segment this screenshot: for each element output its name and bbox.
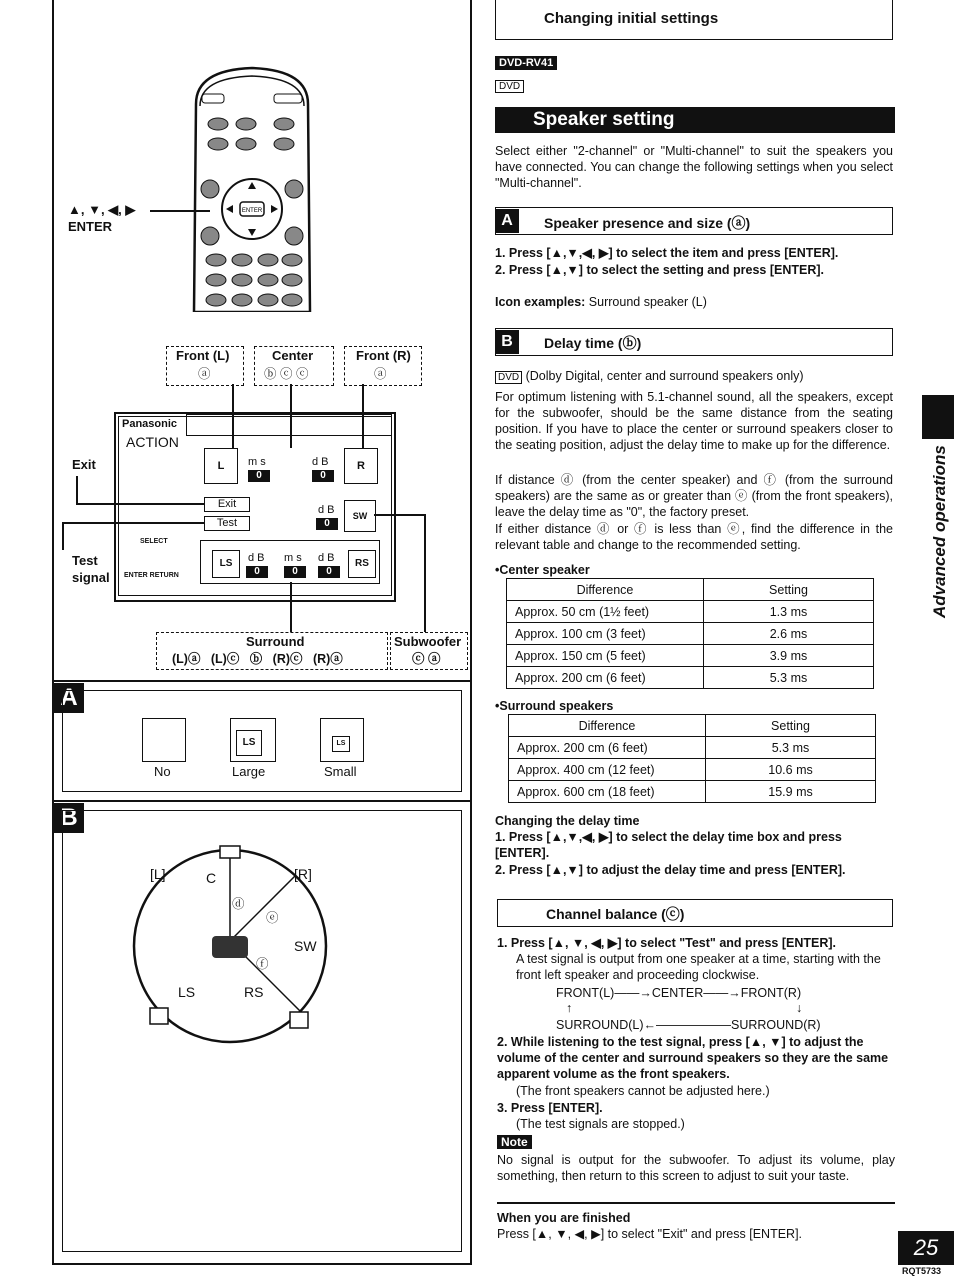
- sec-a-tag: A: [495, 209, 519, 233]
- icon-small-ls-label: LS: [336, 740, 346, 747]
- left-panel-ab-divider: [52, 680, 472, 682]
- room-rs-label: RS: [244, 984, 264, 1000]
- table-cell: Approx. 600 cm (18 feet): [509, 781, 706, 803]
- remote-control: [188, 64, 316, 312]
- surround-header-setting: Setting: [706, 715, 876, 737]
- sec-c-flow-arrows: ↑ ↓: [566, 1001, 803, 1015]
- icon-small-label: Small: [324, 764, 357, 779]
- callout-test: Test: [72, 553, 98, 568]
- remote-arrows-label: ▲, ▼, ◀, ▶: [68, 202, 136, 217]
- osd-speaker-sw: [344, 500, 376, 532]
- note-text: No signal is output for the subwoofer. To adjust its volume, play something, then return to this screen to adjust to suit your taste.: [497, 1153, 895, 1183]
- center-table-title: •Center speaker: [495, 563, 590, 577]
- osd-test-label: Test: [216, 517, 238, 529]
- icon-large-ls: [236, 730, 262, 756]
- subwoofer-codes: ⓒ ⓐ: [412, 652, 441, 666]
- callout-test-hline: [62, 522, 204, 524]
- table-cell: 10.6 ms: [706, 759, 876, 781]
- center-table: [506, 578, 874, 689]
- surround-codes: (L)ⓐ (L)ⓒ ⓑ (R)ⓒ (R)ⓐ: [172, 652, 343, 666]
- table-cell: 1.3 ms: [704, 601, 874, 623]
- table-row: [509, 737, 876, 759]
- delay-change-step-1: 1. Press [▲,▼,◀, ▶] to select the delay time box and press [ENTER].: [495, 830, 842, 860]
- osd-center-ms-value: 0: [248, 470, 270, 482]
- page-number: 25: [898, 1231, 954, 1265]
- sec-b-title: Delay time (ⓑ): [544, 335, 642, 351]
- icon-large-ls-label: LS: [242, 737, 256, 748]
- osd-exit-label: Exit: [217, 498, 237, 510]
- osd-ls-label: LS: [219, 558, 233, 569]
- table-row: [509, 781, 876, 803]
- subwoofer-label: Subwoofer: [394, 634, 462, 649]
- sec-c-step-1-text: A test signal is output from one speaker at a time, starting with the front left speaker and proceeding clockwise.: [516, 952, 881, 982]
- room-ls-label: LS: [178, 984, 196, 1000]
- osd-enter-return-label: ENTER RETURN: [124, 572, 179, 579]
- osd-brand: Panasonic: [122, 418, 178, 430]
- sec-c-step-1: 1. Press [▲, ▼, ◀, ▶] to select "Test" and press [ENTER].: [497, 936, 837, 950]
- svg-text:ENTER: ENTER: [241, 208, 263, 214]
- osd-surround-value-3: 0: [318, 566, 340, 578]
- sec-c-step-2: 2. While listening to the test signal, press [▲, ▼] to adjust the volume of the center and surround speakers so they are the same apparent volume as the front speakers.: [497, 1035, 889, 1081]
- icon-examples: [495, 294, 707, 310]
- icon-large-label: Large: [232, 764, 266, 779]
- note-label: Note: [497, 1135, 532, 1149]
- sec-c-step-2-text: (The front speakers cannot be adjusted here.): [516, 1084, 770, 1098]
- front-right-code: ⓐ: [374, 367, 387, 381]
- delay-change-step-2: 2. Press [▲,▼] to adjust the delay time and press [ENTER].: [495, 863, 846, 877]
- callout-signal: signal: [72, 570, 110, 585]
- osd-speaker-rs: [348, 550, 376, 578]
- osd-surround-value-1: 0: [246, 566, 268, 578]
- finished-text: Press [▲, ▼, ◀, ▶] to select "Exit" and press [ENTER].: [497, 1227, 803, 1241]
- osd-center-db: d B: [312, 456, 329, 468]
- table-cell: Approx. 400 cm (12 feet): [509, 759, 706, 781]
- sec-c-step-3-text: (The test signals are stopped.): [516, 1117, 685, 1131]
- table-cell: 3.9 ms: [704, 645, 874, 667]
- side-tab-block: [922, 395, 954, 439]
- room-d-label: ⓓ: [232, 897, 245, 911]
- delay-change-title: Changing the delay time: [495, 814, 640, 828]
- center-header-diff: Difference: [507, 579, 704, 601]
- osd-sw-label: SW: [352, 511, 368, 521]
- osd-r-label: R: [357, 460, 365, 472]
- callout-exit: Exit: [72, 457, 96, 472]
- center-header-setting: Setting: [704, 579, 874, 601]
- osd-center-ms: m s: [248, 456, 266, 468]
- osd-speaker-l: [204, 448, 238, 484]
- osd-subwoofer-db-value: 0: [316, 518, 338, 530]
- callout-exit-hline: [76, 503, 204, 505]
- sec-b-p2: If distance ⓓ (from the center speaker) and ⓕ (from the surround speakers) are the same as or greater than ⓔ (from the front speakers), leave the delay time as "0", the factory preset.: [495, 473, 893, 519]
- subwoofer-h-connector: [374, 514, 424, 516]
- sec-b-dvd-note: (Dolby Digital, center and surround speakers only): [522, 369, 804, 383]
- panel-b-tag: B: [54, 803, 84, 833]
- table-cell: Approx. 200 cm (6 feet): [509, 737, 706, 759]
- surround-table: [508, 714, 876, 803]
- table-cell: 15.9 ms: [706, 781, 876, 803]
- sec-c-flow-top: FRONT(L)——→CENTER——→FRONT(R): [556, 986, 802, 1000]
- model-badge: DVD-RV41: [495, 56, 557, 70]
- remote-enter-label: ENTER: [68, 219, 113, 234]
- osd-surround-db-r: d B: [318, 552, 335, 564]
- sec-b-p3: If either distance ⓓ or ⓕ is less than ⓔ, find the difference in the relevant table and change to the recommended setting.: [495, 522, 893, 552]
- doc-code: RQT5733: [902, 1266, 942, 1276]
- sec-b-dvd-badge: DVD: [495, 371, 522, 384]
- osd-test-button[interactable]: [204, 516, 250, 531]
- osd-rs-label: RS: [355, 558, 369, 569]
- table-row: [509, 759, 876, 781]
- surround-connector: [290, 582, 292, 632]
- icon-no-speaker: [142, 718, 186, 762]
- osd-surround-ms: m s: [284, 552, 302, 564]
- center-codes: ⓑ ⓒ ⓒ: [264, 367, 309, 381]
- remote-callout-line: [150, 210, 210, 212]
- dvd-badge: DVD: [495, 80, 524, 93]
- left-frame-line: [52, 0, 54, 1265]
- sec-a-step-2: 2. Press [▲,▼] to select the setting and press [ENTER].: [495, 263, 824, 277]
- sec-b-tag: B: [495, 330, 519, 354]
- finished-title: When you are finished: [497, 1211, 631, 1225]
- table-cell: Approx. 100 cm (3 feet): [507, 623, 704, 645]
- sec-b-dvd-line: [495, 368, 804, 386]
- table-cell: 2.6 ms: [704, 623, 874, 645]
- table-cell: 5.3 ms: [704, 667, 874, 689]
- room-f-label: ⓕ: [256, 957, 269, 971]
- icon-examples-text: Surround speaker (L): [585, 295, 707, 309]
- osd-center-db-value: 0: [312, 470, 334, 482]
- callout-test-vline: [62, 522, 64, 550]
- osd-speaker-r: [344, 448, 378, 484]
- callout-exit-vline: [76, 476, 78, 504]
- osd-select-label: SELECT: [140, 538, 168, 545]
- front-left-label: Front (L): [176, 348, 230, 363]
- osd-speaker-ls: [212, 550, 240, 578]
- table-row: [507, 601, 874, 623]
- osd-l-label: L: [217, 460, 225, 472]
- room-sw-label: SW: [294, 938, 317, 954]
- intro-text: Select either "2-channel" or "Multi-channel" to suit the speakers you have connected. You can change the following settings when you select "Multi-channel".: [495, 144, 893, 190]
- icon-small-ls: [332, 736, 350, 752]
- osd-surround-value-2: 0: [284, 566, 306, 578]
- sec-c-flow-bottom: SURROUND(L)←——————SURROUND(R): [556, 1018, 821, 1032]
- table-cell: Approx. 50 cm (1½ feet): [507, 601, 704, 623]
- table-row: [507, 667, 874, 689]
- surround-label: Surround: [246, 634, 305, 649]
- left-panel-b-divider: [52, 800, 472, 802]
- sec-a-title: Speaker presence and size (ⓐ): [544, 215, 751, 231]
- sec-c-title: Channel balance (ⓒ): [546, 906, 685, 922]
- left-bottom-line: [52, 1263, 472, 1265]
- room-c-label: C: [206, 870, 217, 886]
- surround-header-diff: Difference: [509, 715, 706, 737]
- table-cell: 5.3 ms: [706, 737, 876, 759]
- sec-a-step-1: 1. Press [▲,▼,◀, ▶] to select the item and press [ENTER].: [495, 246, 839, 260]
- table-row: [509, 715, 876, 737]
- osd-surround-db-l: d B: [248, 552, 265, 564]
- header-title: Changing initial settings: [544, 10, 719, 27]
- sec-b-p1: For optimum listening with 5.1-channel sound, all the speakers, except for the subwoofer, should be the same distance from the seating position. If you have to place the center or surround speakers closer to the seating position, adjust the delay time to make up for the difference.: [495, 390, 893, 452]
- icon-examples-label: Icon examples:: [495, 295, 586, 309]
- osd-exit-button[interactable]: [204, 497, 250, 512]
- table-cell: Approx. 200 cm (6 feet): [507, 667, 704, 689]
- osd-subwoofer-db: d B: [318, 504, 335, 516]
- front-left-code: ⓐ: [198, 367, 211, 381]
- section-title: Speaker setting: [495, 107, 895, 133]
- subwoofer-connector: [424, 514, 426, 632]
- table-row: [507, 645, 874, 667]
- front-right-label: Front (R): [356, 348, 411, 363]
- center-label: Center: [272, 348, 314, 363]
- table-cell: Approx. 150 cm (5 feet): [507, 645, 704, 667]
- surround-table-title: •Surround speakers: [495, 699, 614, 713]
- osd-tab-bar: [186, 414, 392, 436]
- room-r-label: [R]: [294, 866, 312, 882]
- room-e-label: ⓔ: [266, 911, 279, 925]
- sec-c-step-3: 3. Press [ENTER].: [497, 1101, 603, 1115]
- table-row: [507, 579, 874, 601]
- center-divider: [470, 0, 472, 1265]
- finished-divider: [497, 1202, 895, 1204]
- icon-no-label: No: [154, 764, 171, 779]
- panel-a-tag: A: [54, 683, 84, 713]
- side-tab-text: Advanced operations: [930, 445, 949, 618]
- table-row: [507, 623, 874, 645]
- room-l-label: [L]: [150, 866, 166, 882]
- osd-action: ACTION: [126, 434, 179, 450]
